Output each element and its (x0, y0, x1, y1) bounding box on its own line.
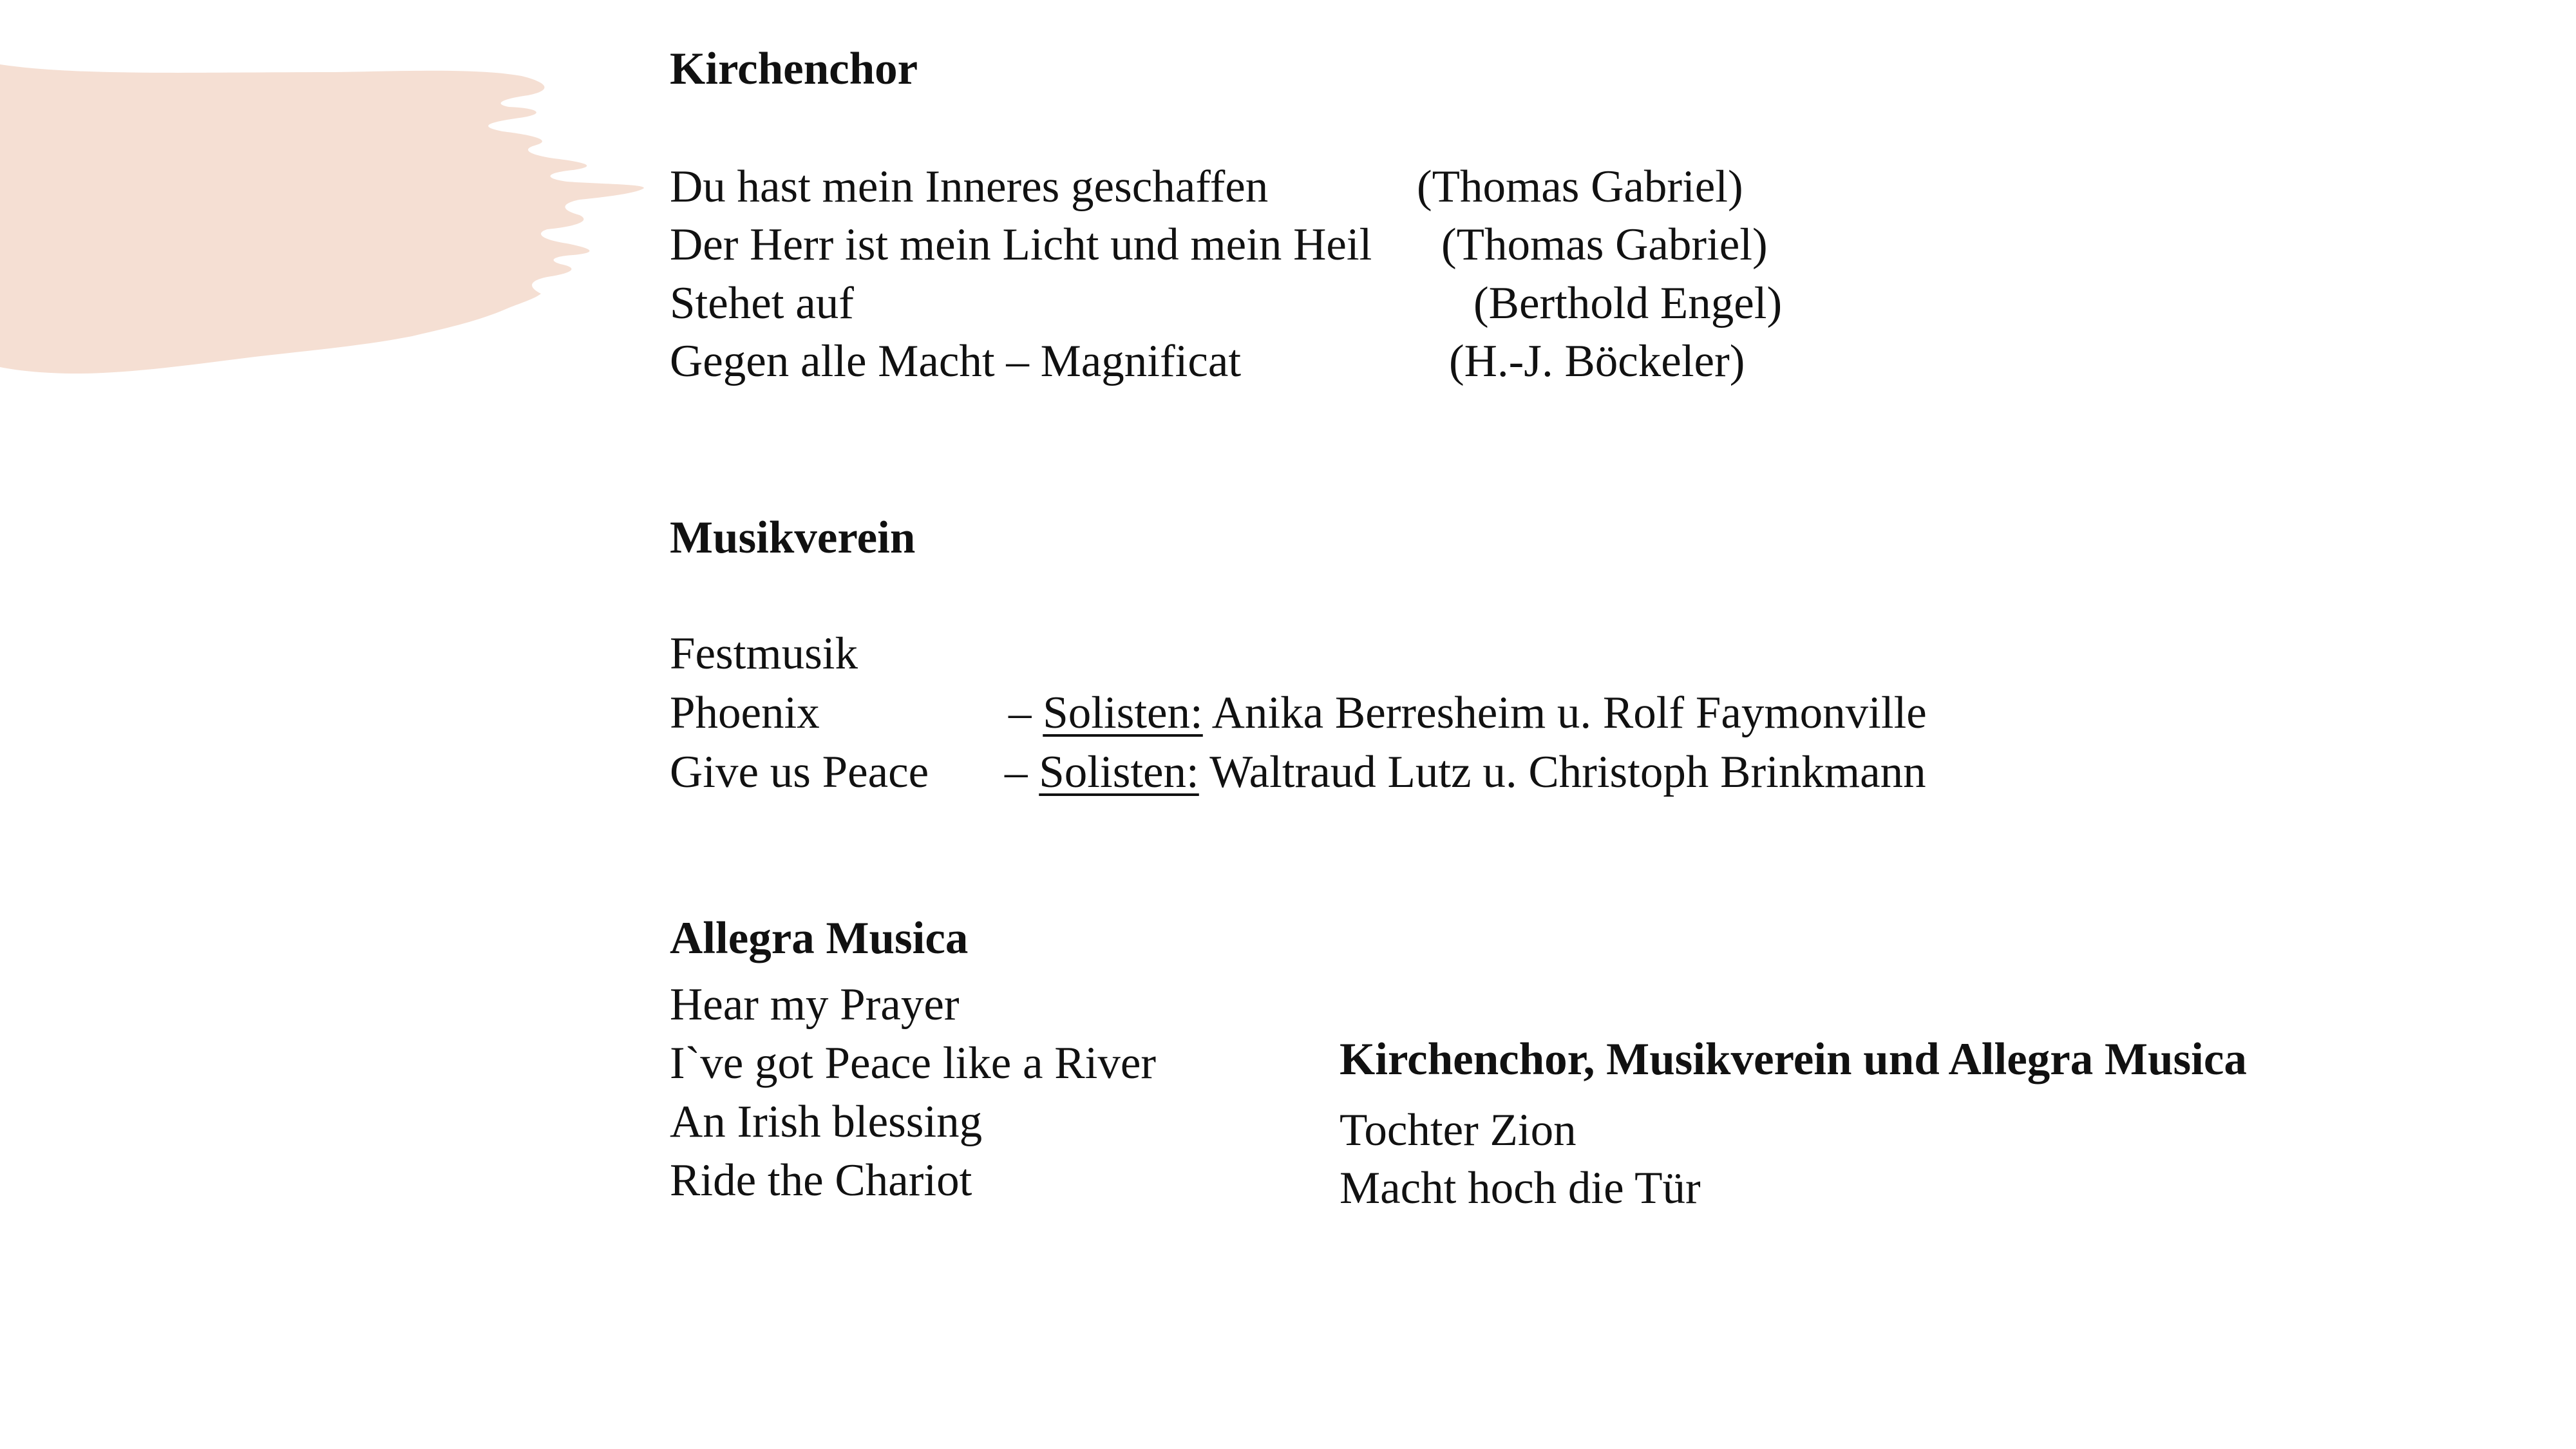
musikverein-piece-title: Give us Peace (670, 747, 929, 797)
dash: – (1005, 747, 1028, 797)
combined-piece: Tochter Zion (1340, 1105, 1577, 1155)
kirchenchor-piece-title: Der Herr ist mein Licht und mein Heil (670, 220, 1372, 270)
dash: – (1009, 688, 1032, 738)
soloists-names: Anika Berresheim u. Rolf Faymonville (1211, 688, 1927, 738)
kirchenchor-piece-composer: (H.-J. Böckeler) (1449, 336, 1745, 386)
musikverein-piece-title: Phoenix (670, 688, 820, 738)
allegra-musica-heading: Allegra Musica (670, 913, 969, 963)
soloists-label: Solisten: (1039, 747, 1199, 797)
allegra-musica-piece: I`ve got Peace like a River (670, 1038, 1157, 1088)
musikverein-soloist-line (1005, 747, 1926, 797)
kirchenchor-piece-title: Stehet auf (670, 278, 854, 328)
allegra-musica-piece: An Irish blessing (670, 1097, 983, 1147)
allegra-musica-piece: Hear my Prayer (670, 980, 960, 1030)
soloists-label: Solisten: (1043, 688, 1203, 738)
kirchenchor-piece-composer: (Thomas Gabriel) (1417, 162, 1743, 212)
allegra-musica-piece: Ride the Chariot (670, 1155, 972, 1206)
combined-heading: Kirchenchor, Musikverein und Allegra Musica (1340, 1034, 2247, 1084)
kirchenchor-piece-composer: (Berthold Engel) (1473, 278, 1783, 328)
kirchenchor-piece-title: Gegen alle Macht – Magnificat (670, 336, 1242, 386)
musikverein-heading: Musikverein (670, 513, 916, 563)
musikverein-soloist-line (1009, 690, 1927, 736)
kirchenchor-piece-title: Du hast mein Inneres geschaffen (670, 162, 1269, 212)
soloists-names: Waltraud Lutz u. Christoph Brinkmann (1209, 747, 1926, 797)
kirchenchor-piece-composer: (Thomas Gabriel) (1441, 220, 1768, 270)
brush-stroke-decoration (0, 0, 670, 386)
combined-piece: Macht hoch die Tür (1340, 1163, 1701, 1213)
kirchenchor-heading: Kirchenchor (670, 44, 918, 94)
musikverein-piece-title: Festmusik (670, 629, 858, 679)
